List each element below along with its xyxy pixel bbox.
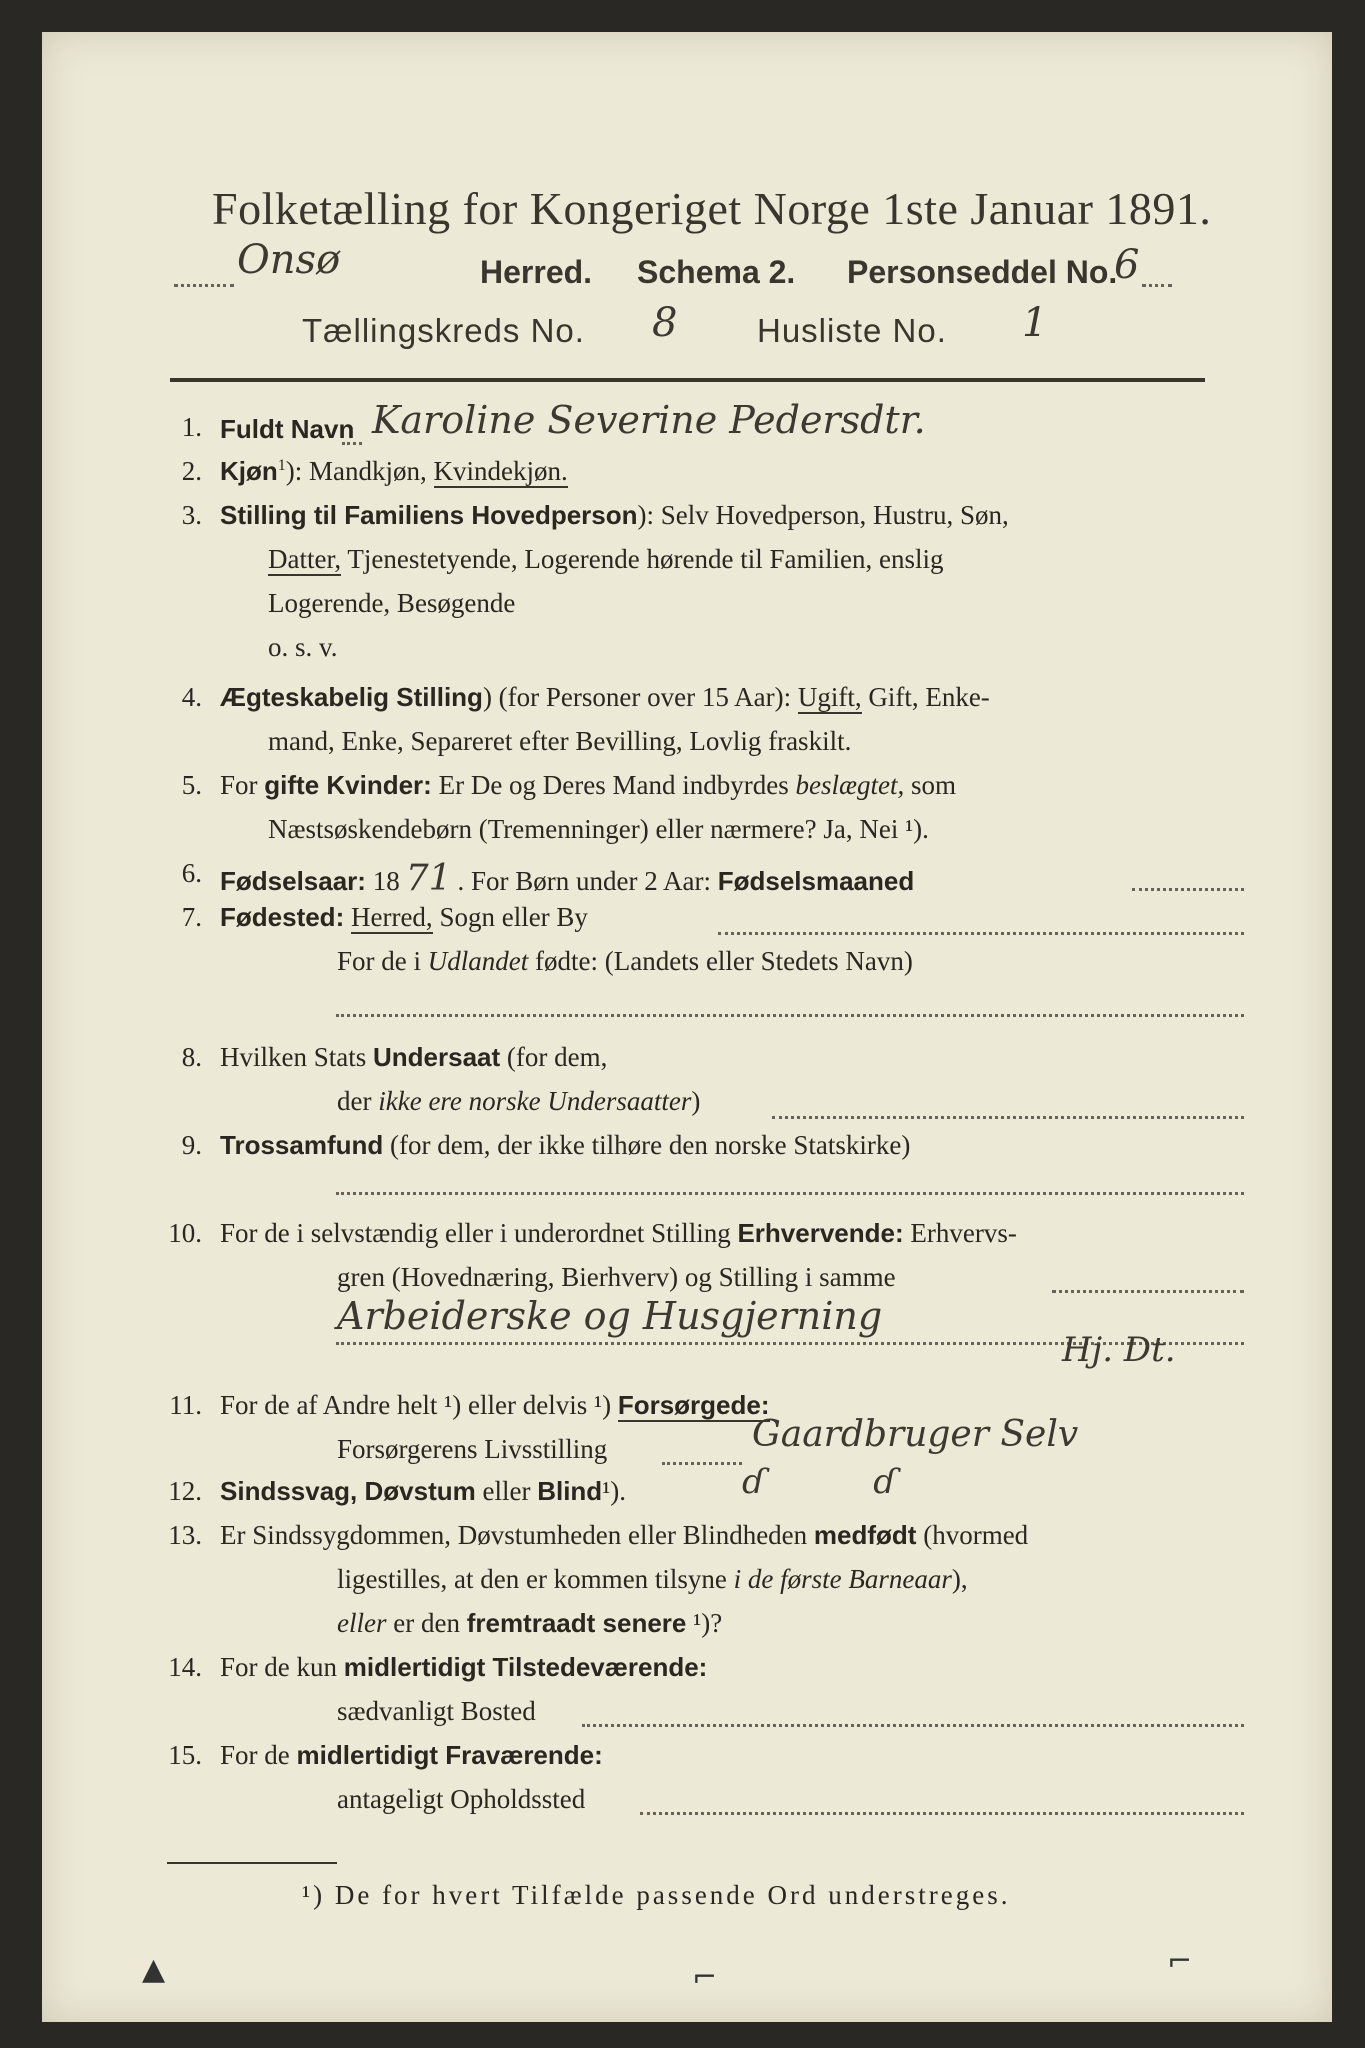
q5-italic: beslægtet, xyxy=(795,770,905,800)
q13-number: 13. xyxy=(168,1520,202,1550)
q12-text2: ¹). xyxy=(602,1476,627,1506)
q3-text1: ): Selv Hovedperson, Hustru, Søn, xyxy=(637,500,1009,530)
q8-text1: Hvilken Stats xyxy=(220,1042,373,1072)
q10-value2: Hj. Dt. xyxy=(1062,1330,1176,1370)
q13-line1 xyxy=(220,1520,1028,1551)
personseddel-label: Personseddel No. xyxy=(847,254,1118,290)
q4-text1: ) (for Personer over 15 Aar): xyxy=(482,682,798,712)
q2-number: 2. xyxy=(181,456,202,486)
q14-text2: sædvanligt Bosted xyxy=(337,1696,536,1726)
q13-line3 xyxy=(337,1608,722,1639)
q7-text2: For de i xyxy=(337,946,428,976)
q12-label1: Sindssvag, Døvstum xyxy=(220,1476,476,1506)
q3-label: Stilling til Familiens Hovedperson xyxy=(220,500,638,530)
q4-label: Ægteskabelig Stilling xyxy=(220,682,483,712)
q12-number: 12. xyxy=(168,1476,202,1506)
q13-italic: i de første Barneaar xyxy=(733,1564,952,1594)
q6-label2: Fødselsmaaned xyxy=(717,866,915,896)
q8-label: Undersaat xyxy=(373,1042,501,1072)
q1-number: 1. xyxy=(181,412,202,442)
q1-value: Karoline Severine Pedersdtr. xyxy=(372,398,926,442)
q5-text1: Er De og Deres Mand indbyrdes xyxy=(431,770,796,800)
q15-text1: For de xyxy=(220,1740,297,1770)
q8-italic: ikke ere norske Undersaatter xyxy=(378,1086,692,1116)
herred-label: Herred. xyxy=(480,254,593,290)
q1-label: Fuldt Navn xyxy=(220,414,355,444)
q11-text2: Forsørgerens Livsstilling xyxy=(337,1434,608,1464)
q9-number: 9. xyxy=(181,1130,202,1160)
kreds-label: Tællingskreds No. xyxy=(302,312,585,349)
q5-text3: Næstsøskendebørn (Tremenninger) eller nærmere? Ja, Nei ¹). xyxy=(268,814,929,844)
header-rule xyxy=(170,378,1205,382)
husliste-label: Husliste No. xyxy=(757,312,947,349)
q5-number: 5. xyxy=(181,770,202,800)
q11-text1: For de af Andre helt ¹) eller delvis ¹) xyxy=(220,1390,618,1420)
q10-text1: For de i selvstændig eller i underordnet Stilling xyxy=(220,1218,738,1248)
q7-line1 xyxy=(220,902,588,933)
q13-line2 xyxy=(337,1564,968,1595)
q12-text1: eller xyxy=(475,1476,538,1506)
q14-text1: For de kun xyxy=(220,1652,344,1682)
q3-text3: Logerende, Besøgende xyxy=(268,588,516,618)
husliste-value: 1 xyxy=(1022,300,1048,346)
q5-text2: som xyxy=(904,770,957,800)
q15-line1 xyxy=(220,1740,603,1771)
q7-line2 xyxy=(337,946,913,977)
q11-number: 11. xyxy=(169,1390,202,1420)
q10-text3: gren (Hovednæring, Bierhverv) og Stilling i samme xyxy=(337,1262,896,1292)
q12-line xyxy=(220,1476,626,1507)
q8-number: 8. xyxy=(181,1042,202,1072)
schema-label: Schema 2. xyxy=(637,254,796,290)
corner-mark-center: ⌐ xyxy=(692,1960,718,1995)
q5-line1 xyxy=(220,770,956,801)
q6-number: 6. xyxy=(181,858,202,888)
corner-mark-right: ⌐ xyxy=(1167,1944,1193,1979)
q3-text4: o. s. v. xyxy=(268,632,338,662)
q13-text1: Er Sindssygdommen, Døvstumheden eller Blindheden xyxy=(220,1520,814,1550)
q13-text3: ligestilles, at den er kommen tilsyne xyxy=(337,1564,734,1594)
q13-label: medfødt xyxy=(813,1520,917,1550)
q10-text2: Erhvervs- xyxy=(903,1218,1017,1248)
q10-line1 xyxy=(220,1218,1017,1249)
q13-italic2: eller xyxy=(337,1608,387,1638)
q7-underlined: Herred, xyxy=(350,902,433,932)
q4-text2: Gift, Enke- xyxy=(861,682,990,712)
q4-line1 xyxy=(220,682,990,713)
q2-text: ): Mandkjøn, xyxy=(285,456,434,486)
q7-italic: Udlandet xyxy=(427,946,529,976)
q11-value: Gaardbruger Selv xyxy=(752,1414,1079,1455)
q4-text3: mand, Enke, Separeret efter Bevilling, Lovlig fraskilt. xyxy=(268,726,852,756)
q7-number: 7. xyxy=(181,902,202,932)
q4-underlined: Ugift, xyxy=(797,682,862,712)
q10-number: 10. xyxy=(168,1218,202,1248)
q14-number: 14. xyxy=(168,1652,202,1682)
q8-text3: der xyxy=(337,1086,379,1116)
q7-text3: fødte: (Landets eller Stedets Navn) xyxy=(528,946,913,976)
q3-line1 xyxy=(220,500,1009,531)
q3-underlined: Datter, xyxy=(268,544,342,574)
q15-label: midlertidigt Fraværende: xyxy=(296,1740,603,1770)
q5-text0: For xyxy=(220,770,265,800)
q10-value: Arbeiderske og Husgjerning xyxy=(337,1294,883,1338)
form-title: Folketælling for Kongeriget Norge 1ste Januar 1891. xyxy=(212,183,1212,234)
q6-label: Fødselsaar: xyxy=(220,866,366,896)
q11-label: Forsørgede: xyxy=(617,1390,770,1420)
footnote-rule xyxy=(167,1862,337,1864)
q6-text1: 18 xyxy=(365,866,400,896)
q9-line xyxy=(220,1130,910,1161)
q2-label: Kjøn xyxy=(220,456,278,486)
q13-text2: (hvormed xyxy=(916,1520,1029,1550)
q7-label: Fødested: xyxy=(220,902,345,932)
census-form-page xyxy=(42,32,1332,2022)
q2-sup: 1 xyxy=(277,457,286,474)
q13-text4: ), xyxy=(951,1564,968,1594)
personseddel-value: 6 xyxy=(1114,242,1140,288)
q5-label: gifte Kvinder: xyxy=(264,770,432,800)
q13-text6: ¹)? xyxy=(686,1608,723,1638)
q3-line2 xyxy=(268,544,943,575)
q6-value: 71 xyxy=(405,858,452,899)
q14-line1 xyxy=(220,1652,707,1683)
q2-underlined: Kvindekjøn. xyxy=(433,456,568,486)
q15-number: 15. xyxy=(168,1740,202,1770)
q6-text2: . For Børn under 2 Aar: xyxy=(457,866,718,896)
q12-label2: Blind xyxy=(537,1476,603,1506)
footnote: ¹) De for hvert Tilfælde passende Ord understreges. xyxy=(302,1880,1011,1910)
q13-label2: fremtraadt senere xyxy=(466,1608,687,1638)
q3-text2: Tjenestetyende, Logerende hørende til Familien, enslig xyxy=(341,544,944,574)
q12-ditto-mark: ɗ ɗ xyxy=(742,1462,897,1502)
q10-label: Erhvervende: xyxy=(737,1218,904,1248)
q4-number: 4. xyxy=(181,682,202,712)
q11-line1 xyxy=(220,1390,770,1421)
q7-text1: Sogn eller By xyxy=(432,902,588,932)
q13-text5: er den xyxy=(386,1608,467,1638)
q8-text2: (for dem, xyxy=(500,1042,608,1072)
q2-line xyxy=(220,456,568,487)
corner-mark-left: ▲ xyxy=(142,1952,166,1987)
q9-text1: (for dem, der ikke tilhøre den norske Statskirke) xyxy=(383,1130,911,1160)
herred-value: Onsø xyxy=(237,237,341,283)
q15-text2: antageligt Opholdssted xyxy=(337,1784,586,1814)
q8-line1 xyxy=(220,1042,607,1073)
q8-text4: ) xyxy=(691,1086,701,1116)
q6-line xyxy=(220,858,914,899)
q14-label: midlertidigt Tilstedeværende: xyxy=(343,1652,708,1682)
kreds-value: 8 xyxy=(652,300,678,346)
q3-number: 3. xyxy=(181,500,202,530)
q8-line2 xyxy=(337,1086,700,1117)
q9-label: Trossamfund xyxy=(220,1130,384,1160)
